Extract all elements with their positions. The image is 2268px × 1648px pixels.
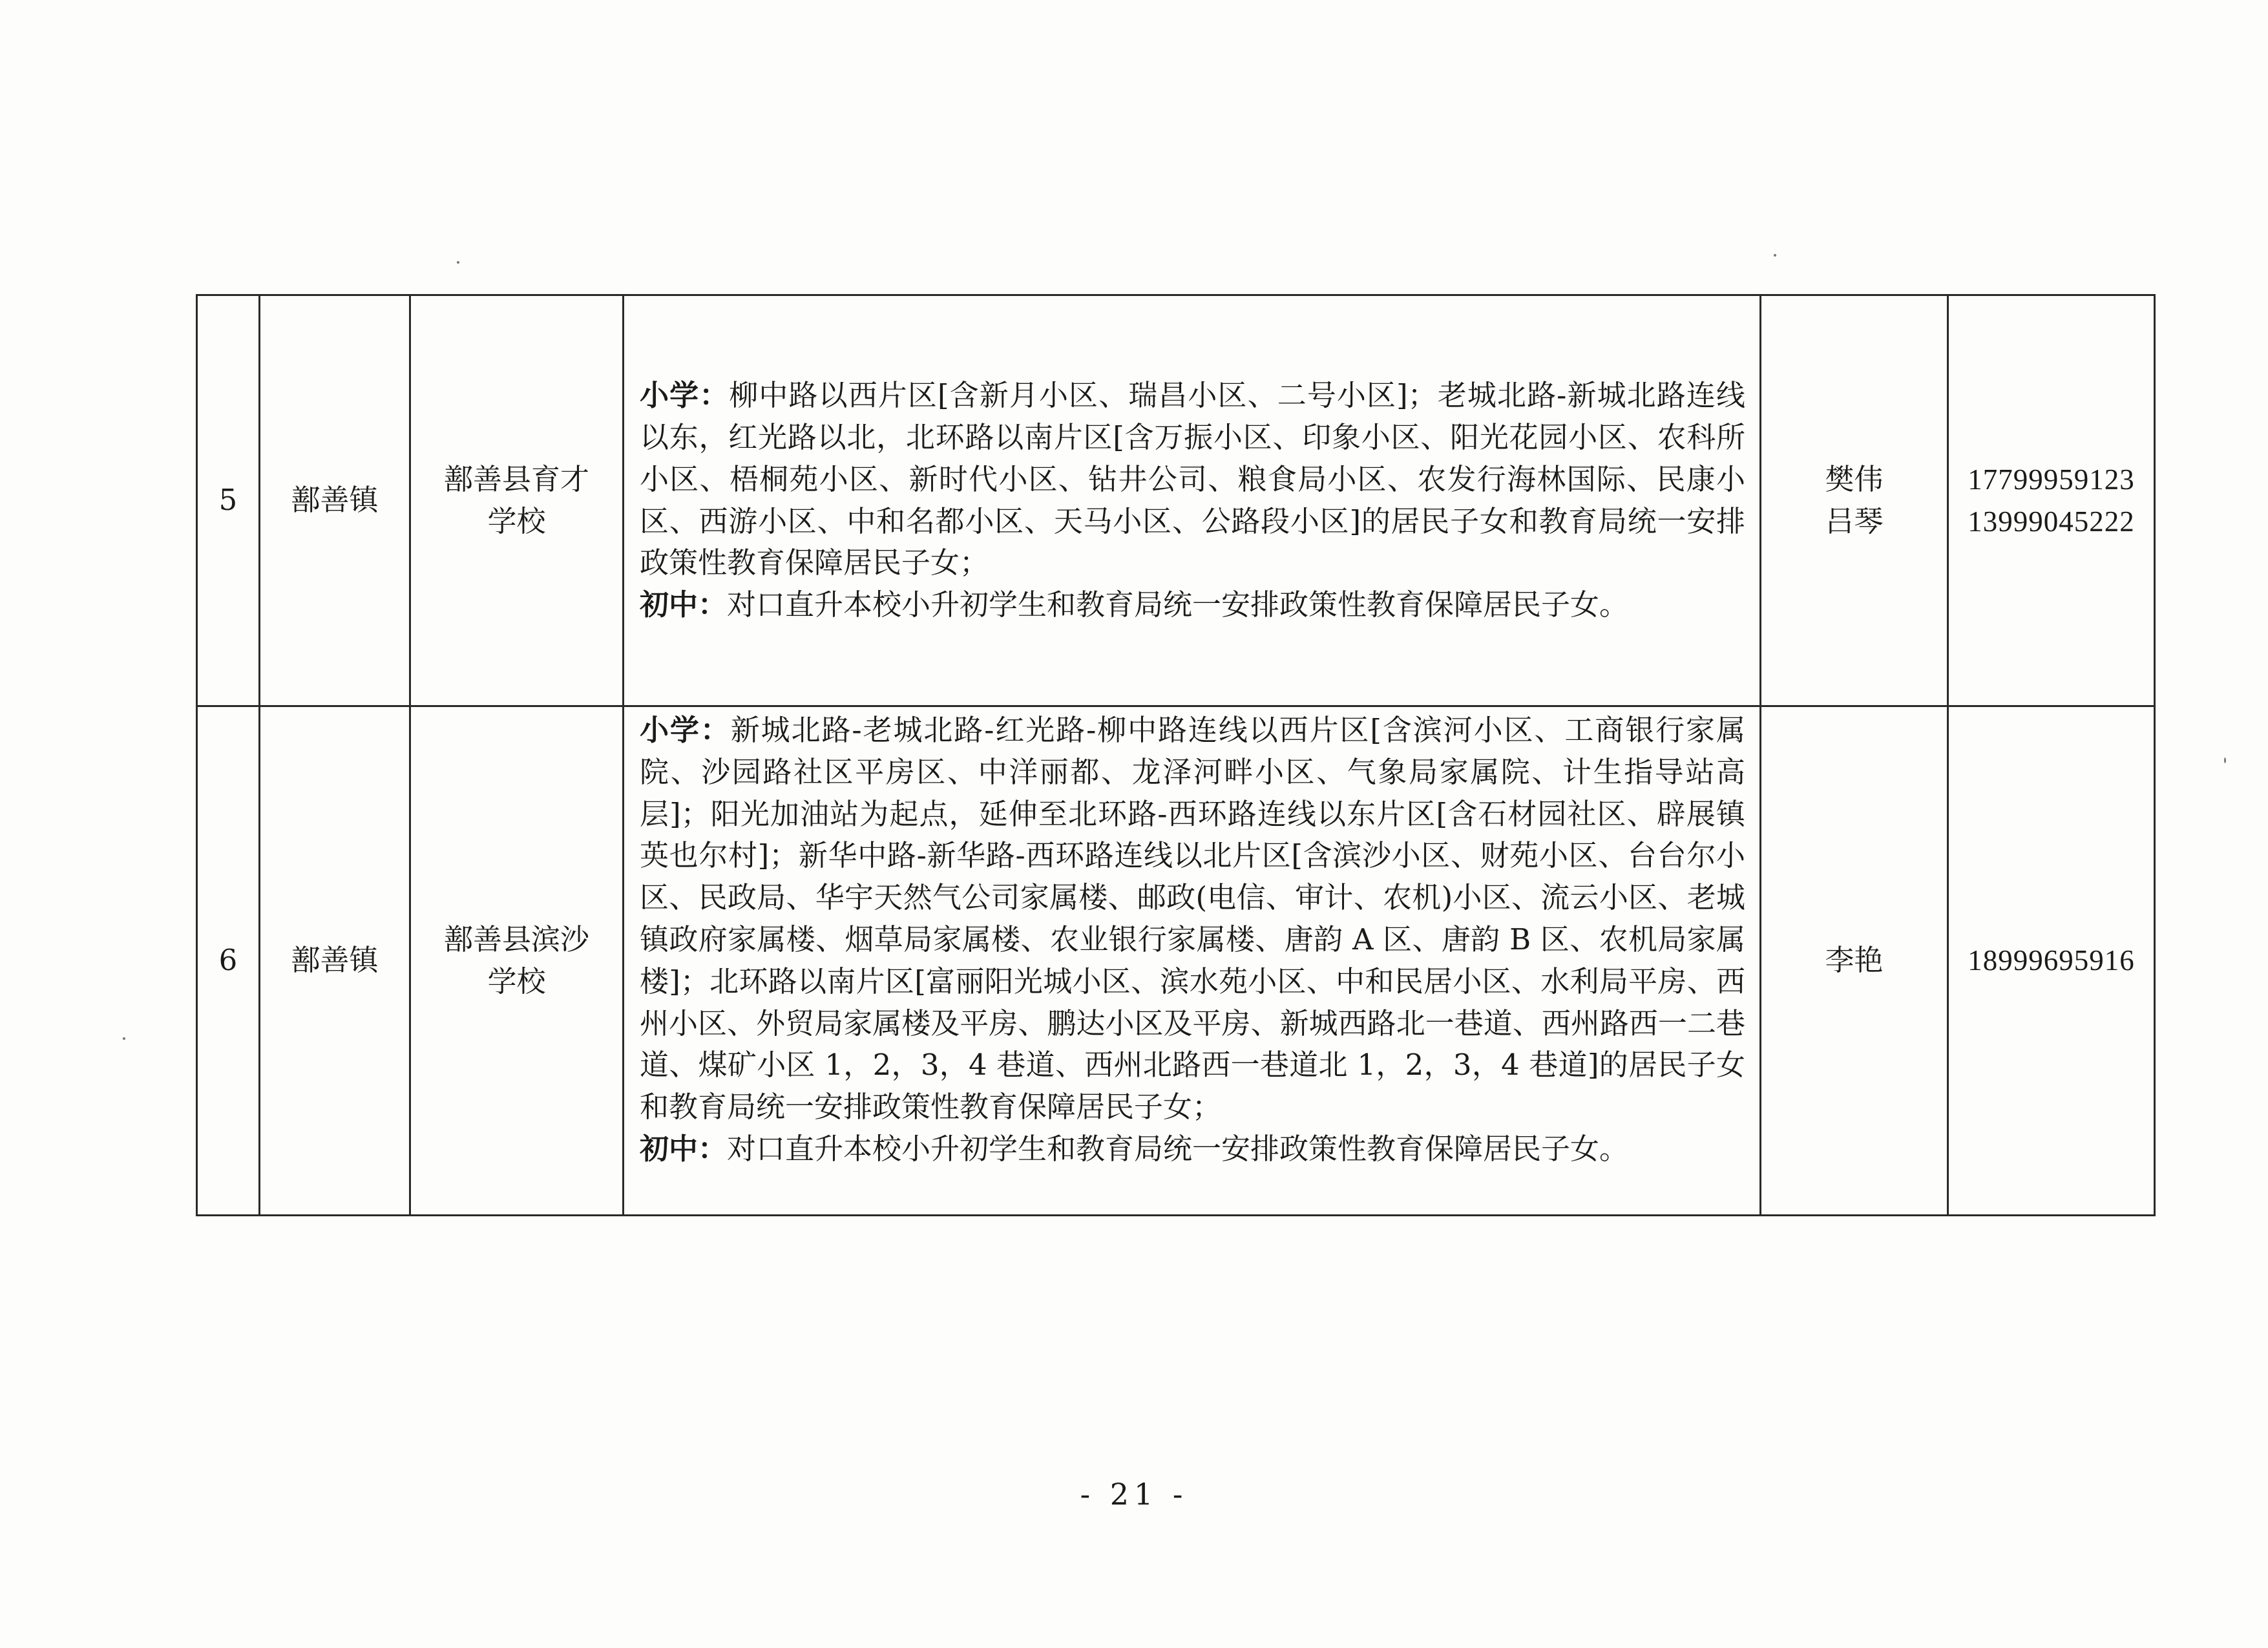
phone-cell (1948, 295, 2155, 706)
school-name-line: 学校 (487, 503, 546, 538)
primary-area-text: 柳中路以西片区[含新月小区、瑞昌小区、二号小区]；老城北路-新城北路连线以东，红光路以北，北环路以南片区[含万振小区、印象小区、阳光花园小区、农科所小区、梧桐苑小区、新时代小区、钻井公司、粮食局小区、农发行海林国际、民康小区、西游小区、中和名都小区、天马小区、公路段小区]的居民子女和教育局统一安排政策性教育保障居民子女； (640, 378, 1745, 580)
scan-speck (457, 261, 459, 264)
enrollment-zone-table (196, 294, 2156, 1216)
primary-school-paragraph (640, 710, 1745, 1128)
school-name-line: 学校 (487, 964, 546, 998)
middle-label: 初中： (640, 587, 728, 622)
row-number: 6 (197, 706, 260, 1216)
contact-person-cell (1761, 706, 1948, 1216)
phone-number: 13999045222 (1968, 505, 2135, 538)
contact-name: 吕琴 (1825, 503, 1884, 538)
scan-speck (123, 1037, 125, 1040)
phone-cell (1948, 706, 2155, 1216)
phone-number: 18999695916 (1968, 944, 2135, 977)
town-cell: 鄯善镇 (260, 295, 410, 706)
enrollment-area-cell (624, 295, 1761, 706)
phone-number: 17799959123 (1968, 463, 2135, 496)
school-name-line: 鄯善县滨沙 (443, 922, 589, 956)
school-name-line: 鄯善县育才 (443, 461, 589, 496)
row-number: 5 (197, 295, 260, 706)
middle-school-paragraph (640, 1128, 1745, 1170)
scan-speck (1774, 254, 1776, 257)
table-row (197, 295, 2155, 706)
primary-area-text: 新城北路-老城北路-红光路-柳中路连线以西片区[含滨河小区、工商银行家属院、沙园路社区平房区、中洋丽都、龙泽河畔小区、气象局家属院、计生指导站高层]；阳光加油站为起点，延伸至北环路-西环路连线以东片区[含石材园社区、辟展镇英也尔村]；新华中路-新华路-西环路连线以北片区[含滨沙小区、财苑小区、台台尔小区、民政局、华宇天然气公司家属楼、邮政(电信、审计、农机)小区、流云小区、老城镇政府家属楼、烟草局家属楼、农业银行家属楼、唐韵 A 区、唐韵 B 区、农机局家属楼]；北环路以南片区[富丽阳光城小区、滨水苑小区、中和民居小区、水利局平房、西州小区、外贸局家属楼及平房、鹏达小区及平房、新城西路北一巷道、西州路西一二巷道、煤矿小区 1，2，3，4 巷道、西州北路西一巷道北 1，2，3，4 巷道]的居民子女和教育局统一安排政策性教育保障居民子女； (640, 713, 1745, 1125)
table-row (197, 706, 2155, 1216)
middle-school-paragraph (640, 584, 1745, 626)
contact-name: 樊伟 (1825, 461, 1884, 496)
primary-school-paragraph (640, 375, 1745, 584)
school-name-cell (410, 295, 624, 706)
school-name-cell (410, 706, 624, 1216)
scan-speck (2224, 757, 2226, 763)
middle-label: 初中： (640, 1131, 728, 1166)
town-cell: 鄯善镇 (260, 706, 410, 1216)
middle-area-text: 对口直升本校小升初学生和教育局统一安排政策性教育保障居民子女。 (727, 587, 1629, 622)
primary-label: 小学： (640, 713, 731, 747)
contact-name: 李艳 (1825, 943, 1884, 978)
page-number: - 21 - (1080, 1477, 1188, 1512)
primary-label: 小学： (640, 378, 730, 413)
enrollment-area-cell (624, 706, 1761, 1216)
middle-area-text: 对口直升本校小升初学生和教育局统一安排政策性教育保障居民子女。 (727, 1131, 1629, 1166)
contact-person-cell (1761, 295, 1948, 706)
